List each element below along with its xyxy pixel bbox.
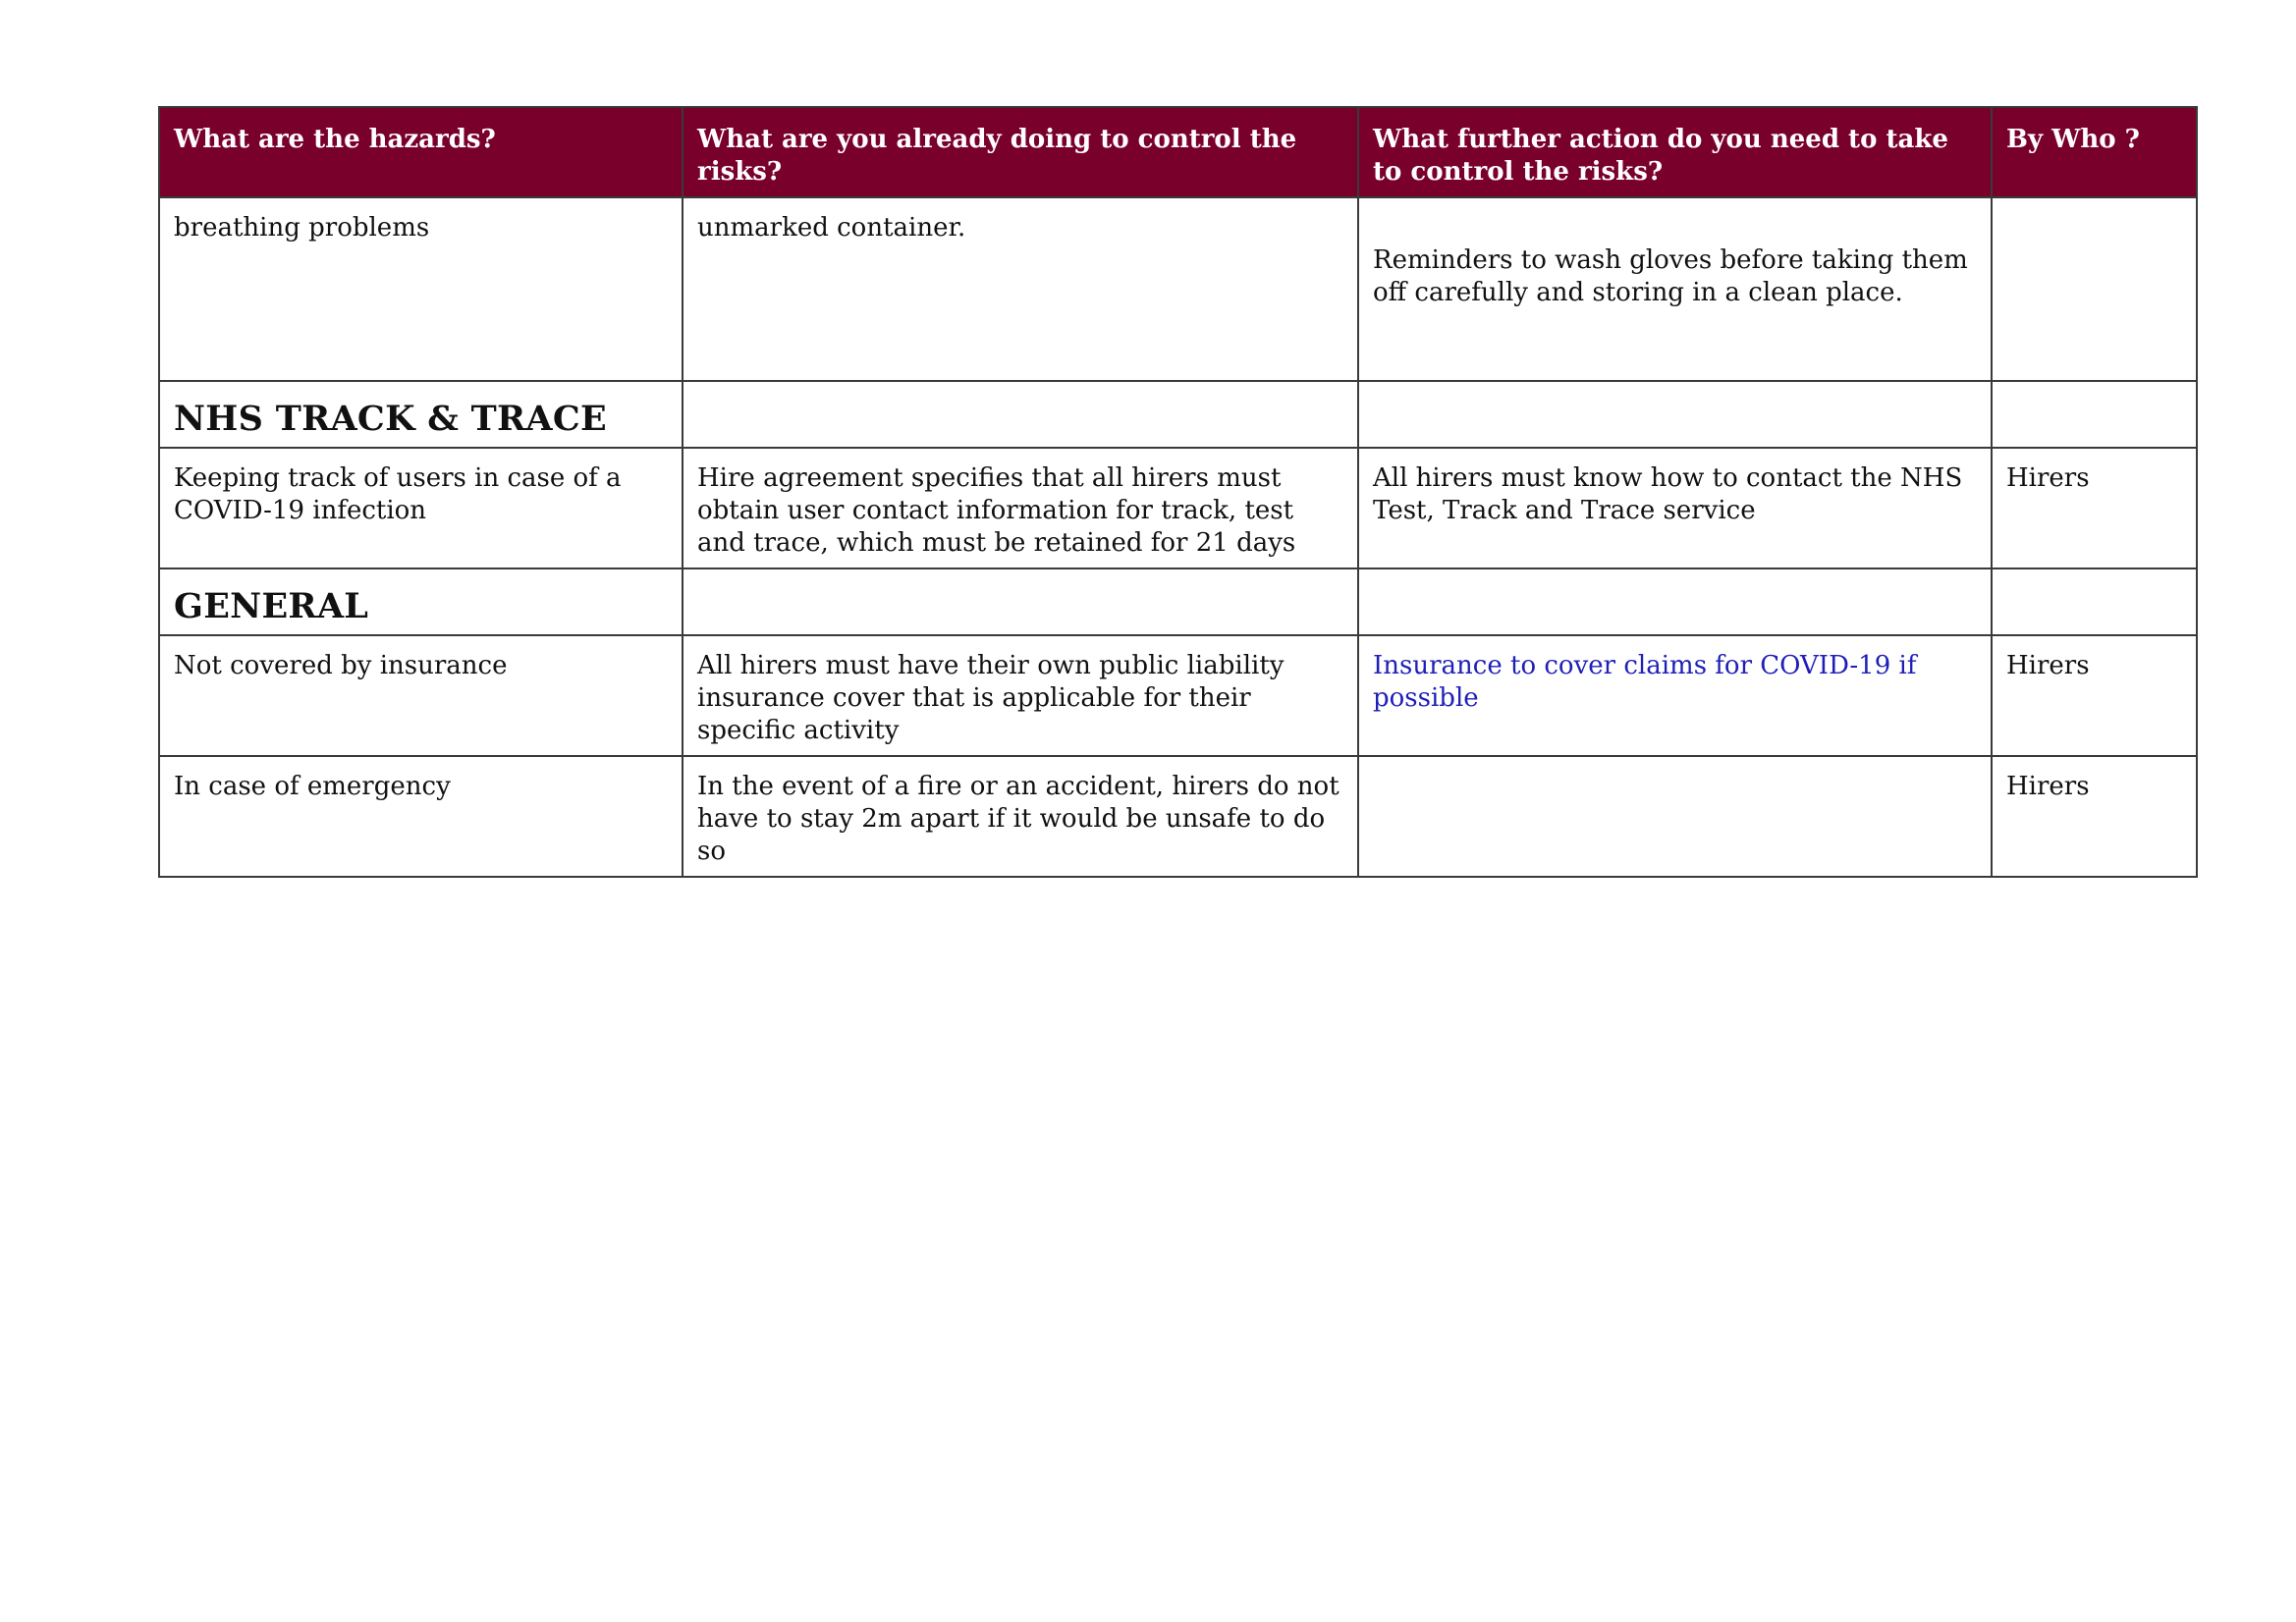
section-title-cell [159, 568, 683, 635]
further-action-cell [1358, 635, 1992, 756]
empty-cell [683, 381, 1358, 448]
table-row [159, 197, 2197, 381]
section-row [159, 568, 2197, 635]
header-by-who: By Who ? [1992, 107, 2197, 197]
current-controls-cell: In the event of a fire or an accident, hirers do not have to stay 2m apart if it would be unsafe to do so [683, 756, 1358, 877]
section-row [159, 381, 2197, 448]
header-further-action: What further action do you need to take to control the risks? [1358, 107, 1992, 197]
further-action-cell: All hirers must know how to contact the NHS Test, Track and Trace service [1358, 448, 1992, 568]
table-header [159, 107, 2197, 197]
empty-cell [683, 568, 1358, 635]
hazard-cell: In case of emergency [159, 756, 683, 877]
table-row [159, 635, 2197, 756]
further-action-cell [1358, 756, 1992, 877]
header-current-controls: What are you already doing to control the risks? [683, 107, 1358, 197]
risk-assessment-table [158, 106, 2198, 878]
hazard-cell: Not covered by insurance [159, 635, 683, 756]
empty-cell [1358, 568, 1992, 635]
table-body [159, 197, 2197, 877]
current-controls-cell: unmarked container. [683, 197, 1358, 381]
by-who-cell: Hirers [1992, 448, 2197, 568]
section-title-cell [159, 381, 683, 448]
current-controls-cell: All hirers must have their own public liability insurance cover that is applicable for their specific activity [683, 635, 1358, 756]
table-row [159, 448, 2197, 568]
by-who-cell [1992, 197, 2197, 381]
empty-cell [1992, 381, 2197, 448]
by-who-cell: Hirers [1992, 756, 2197, 877]
section-title: NHS TRACK & TRACE [174, 399, 607, 439]
section-title: GENERAL [174, 586, 369, 626]
hazard-cell: Keeping track of users in case of a COVID-19 infection [159, 448, 683, 568]
header-row [159, 107, 2197, 197]
table-row [159, 756, 2197, 877]
current-controls-cell: Hire agreement specifies that all hirers must obtain user contact information for track, test and trace, which must be retained for 21 days [683, 448, 1358, 568]
header-hazards: What are the hazards? [159, 107, 683, 197]
insurance-action-text: Insurance to cover claims for COVID-19 if possible [1373, 651, 1917, 713]
hazard-cell: breathing problems [159, 197, 683, 381]
by-who-cell: Hirers [1992, 635, 2197, 756]
empty-cell [1992, 568, 2197, 635]
further-action-cell: Reminders to wash gloves before taking them off carefully and storing in a clean place. [1358, 197, 1992, 381]
empty-cell [1358, 381, 1992, 448]
